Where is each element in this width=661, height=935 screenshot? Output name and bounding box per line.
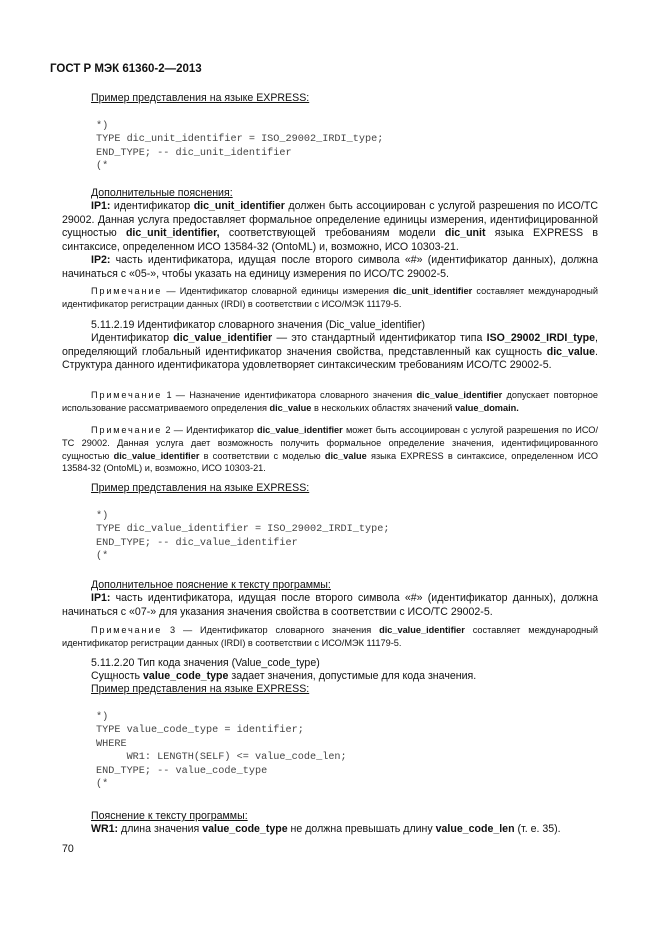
ip1-label: IP1:	[91, 200, 111, 212]
text: составляет международный идентификатор регистрации данных (IRDI) в соответствии с ИСО/МЭК 11179-5.	[62, 286, 598, 309]
text: — это стандартный идентификатор типа	[272, 332, 487, 344]
example-title: Пример представления на языке EXPRESS:	[91, 482, 310, 494]
text: должен быть ассоциирован с услугой разрешения по ИСО/ТС 29002. Данная услуга предоставляет формальное определение единицы измерения, идентифицированной сущностью	[62, 200, 598, 240]
text: идентификатор	[110, 200, 194, 212]
note-1	[62, 389, 598, 415]
identifier: dic_value_identifier	[113, 450, 200, 461]
paragraph-ip2	[62, 254, 598, 281]
identifier: dic_value	[269, 402, 312, 413]
example-title: Пример представления на языке EXPRESS:	[91, 683, 310, 695]
text: не должна превышать длину	[287, 823, 436, 835]
text: задает значения, допустимые для кода значения.	[228, 670, 477, 682]
text: , определяющий глобальный идентификатор значения свойства, представленный как сущность	[62, 332, 598, 358]
identifier: dic_value	[546, 345, 596, 358]
identifier: dic_value_identifier	[256, 425, 343, 435]
identifier: ISO_29002_IRDI_type	[486, 332, 596, 344]
explanation-title: Пояснение к тексту программы:	[91, 810, 248, 822]
identifier: dic_unit_identifier	[193, 200, 285, 212]
paragraph-wr1	[91, 823, 561, 837]
note-2	[62, 424, 598, 475]
text: составляет международный идентификатор регистрации данных (IRDI) в соответствии с ИСО/МЭК 11179-5.	[62, 625, 598, 648]
identifier: dic_unit_identifier	[393, 286, 473, 296]
text: . Структура данного идентификатора удовлетворяет синтаксическим требованиям ИСО/ТС 29002-5.	[62, 345, 598, 372]
text: в соответствии с моделью	[199, 450, 325, 461]
identifier: value_code_type	[143, 670, 229, 682]
section-heading: 5.11.2.20 Тип кода значения (Value_code_type)	[91, 657, 320, 669]
note-label: Примечание	[91, 390, 163, 400]
text: 3 — Идентификатор словарного значения	[162, 625, 380, 635]
identifier: dic_value_identifier	[173, 332, 273, 344]
example-title: Пример представления на языке EXPRESS:	[91, 92, 310, 104]
code-block: *) TYPE dic_unit_identifier = ISO_29002_IRDI_type; END_TYPE; -- dic_unit_identifier (*	[96, 121, 384, 173]
section-heading: 5.11.2.19 Идентификатор словарного значения (Dic_value_identifier)	[91, 319, 425, 331]
identifier: dic_value_identifier	[379, 625, 465, 635]
identifier: value_domain.	[454, 402, 519, 413]
ip1-label: IP1:	[91, 592, 111, 604]
text: языка EXPRESS в синтаксисе, определенном ИСО 13584-32 (OntoML) и, возможно, ИСО 10303-21.	[62, 450, 598, 474]
note-3	[62, 624, 598, 650]
ip2-label: IP2:	[91, 254, 111, 266]
identifier: value_code_len	[435, 823, 515, 835]
note-label: Примечание	[91, 625, 163, 635]
text: часть идентификатора, идущая после второго символа «#» (идентификатор данных), должна начинаться с «05-», чтобы указать на единицу измерения по ИСО/ТС 29002-5.	[62, 254, 598, 280]
text: в нескольких областях значений	[311, 402, 455, 413]
identifier: dic_unit	[444, 227, 486, 240]
code-block: *) TYPE dic_value_identifier = ISO_29002_IRDI_type; END_TYPE; -- dic_value_identifier (*	[96, 511, 390, 563]
text: языка EXPRESS в синтаксисе, определенном ИСО 13584-32 (OntoML) и, возможно, ИСО 10303-21.	[62, 227, 598, 253]
text: Идентификатор	[91, 332, 174, 344]
identifier: dic_unit_identifier,	[125, 227, 220, 240]
identifier: dic_value_identifier	[416, 390, 503, 400]
note-label: Примечание	[91, 425, 163, 435]
text: может быть ассоциирован с услугой разрешения по ИСО/ТС 29002. Данная услуга дает возможность получить формальное определение значения, идентифицированного сущностью	[62, 425, 599, 461]
paragraph	[91, 670, 476, 684]
wr1-label: WR1:	[91, 823, 119, 835]
note	[62, 285, 598, 311]
text: длина значения	[118, 823, 203, 835]
code-block: *) TYPE value_code_type = identifier; WHERE WR1: LENGTH(SELF) <= value_code_len; END_TYPE; -- value_code_type (*	[96, 712, 347, 791]
text: (т. е. 35).	[514, 823, 561, 835]
paragraph-ip1	[62, 200, 598, 254]
text: 1 — Назначение идентификатора словарного значения	[162, 390, 417, 400]
notes-title: Дополнительное пояснение к тексту программы:	[91, 579, 331, 591]
text: Сущность	[91, 670, 144, 682]
text: допускает повторное использование рассматриваемого определения	[62, 390, 598, 413]
paragraph	[62, 332, 598, 373]
paragraph-ip1	[62, 592, 598, 619]
text: — Идентификатор словарной единицы измерения	[162, 286, 394, 296]
document-header: ГОСТ Р МЭК 61360-2—2013	[50, 63, 202, 75]
identifier: dic_value	[324, 450, 367, 461]
identifier: value_code_type	[202, 823, 288, 835]
text: часть идентификатора, идущая после второго символа «#» (идентификатор данных), должна начинаться с «07-» для указания значения свойства в соответствии с ИСО/ТС 29002-5.	[62, 592, 598, 618]
page-number: 70	[62, 843, 74, 855]
note-label: Примечание	[91, 286, 163, 296]
text: 2 — Идентификатор	[162, 425, 257, 435]
notes-title: Дополнительные пояснения:	[91, 187, 233, 199]
text: соответствующей требованиям модели	[219, 227, 445, 240]
